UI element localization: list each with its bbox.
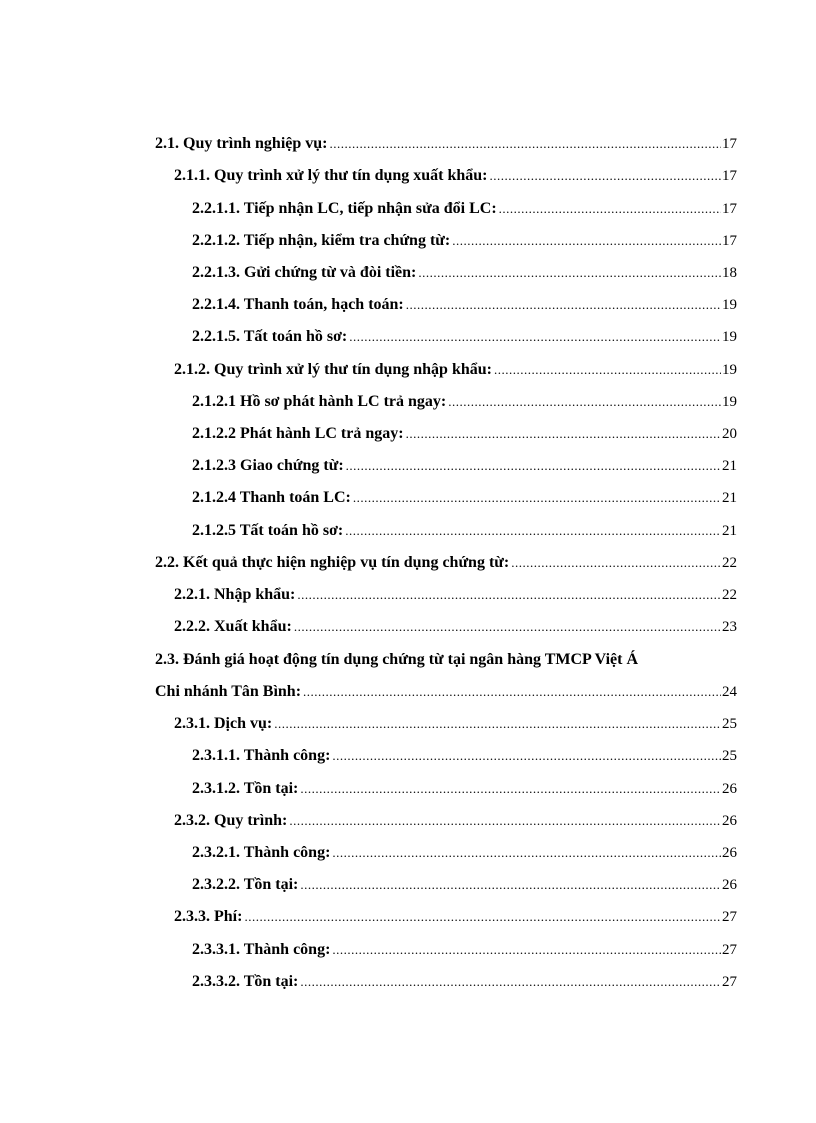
toc-leader-dots: [452, 231, 721, 251]
toc-leader-dots: [332, 746, 721, 766]
toc-entry-title: 2.1.2.2 Phát hành LC trả ngay:: [192, 425, 404, 442]
toc-leader-dots: [511, 553, 721, 573]
toc-entry-page: 17: [722, 201, 737, 217]
toc-entry[interactable]: [192, 875, 737, 895]
toc-entry[interactable]: [192, 488, 737, 508]
toc-entry[interactable]: [174, 166, 737, 186]
toc-entry-title: 2.2.1.4. Thanh toán, hạch toán:: [192, 296, 404, 313]
toc-entry-title: 2.3.2.2. Tồn tại:: [192, 876, 299, 893]
toc-leader-dots: [345, 521, 721, 541]
toc-leader-dots: [297, 585, 721, 605]
toc-entry-page: 23: [722, 619, 737, 635]
toc-entry-page: 25: [722, 748, 737, 764]
toc-entry[interactable]: [192, 231, 737, 251]
toc-entry-title: 2.2.1.1. Tiếp nhận LC, tiếp nhận sửa đổi LC:: [192, 200, 497, 217]
toc-entry[interactable]: [155, 134, 737, 154]
toc-leader-dots: [274, 714, 721, 734]
toc-entry-page: 24: [722, 684, 737, 700]
toc-entry[interactable]: [192, 327, 737, 347]
toc-entry-page: 19: [722, 329, 737, 345]
toc-entry-heading-wrapped[interactable]: [155, 650, 737, 670]
toc-entry-title: 2.3.3. Phí:: [174, 908, 243, 925]
toc-entry-title: 2.3.1. Dịch vụ:: [174, 715, 273, 732]
toc-entry-title: 2.1.2. Quy trình xử lý thư tín dụng nhập khẩu:: [174, 361, 492, 378]
toc-entry-page: 21: [722, 523, 737, 539]
toc-leader-dots: [448, 392, 721, 412]
toc-entry-page: 19: [722, 297, 737, 313]
toc-entry-page: 27: [722, 942, 737, 958]
toc-entry-page: 26: [722, 845, 737, 861]
toc-entry-title: 2.2. Kết quả thực hiện nghiệp vụ tín dụng chứng từ:: [155, 554, 510, 571]
toc-entry[interactable]: [155, 682, 737, 702]
toc-leader-dots: [300, 779, 721, 799]
toc-entry-title: 2.1.2.4 Thanh toán LC:: [192, 489, 351, 506]
toc-entry-page: 22: [722, 555, 737, 571]
toc-leader-dots: [353, 488, 721, 508]
toc-entry[interactable]: [192, 199, 737, 219]
toc-entry-page: 27: [722, 974, 737, 990]
toc-entry-title: 2.3. Đánh giá hoạt động tín dụng chứng từ tại ngân hàng TMCP Việt Á: [155, 651, 639, 668]
toc-entry-page: 19: [722, 362, 737, 378]
toc-entry-page: 22: [722, 587, 737, 603]
toc-entry[interactable]: [192, 263, 737, 283]
toc-entry[interactable]: [174, 907, 737, 927]
toc-entry[interactable]: [192, 392, 737, 412]
toc-entry-page: 17: [722, 136, 737, 152]
toc-entry[interactable]: [174, 617, 737, 637]
toc-leader-dots: [289, 811, 721, 831]
toc-entry-page: 17: [722, 233, 737, 249]
toc-leader-dots: [346, 456, 721, 476]
toc-leader-dots: [303, 682, 721, 702]
toc-entry-page: 26: [722, 781, 737, 797]
toc-entry-title: 2.3.2.1. Thành công:: [192, 844, 331, 861]
toc-entry-page: 18: [722, 265, 737, 281]
toc-entry[interactable]: [192, 456, 737, 476]
toc-entry-title: 2.2.1. Nhập khẩu:: [174, 586, 296, 603]
toc-entry-title: 2.2.1.2. Tiếp nhận, kiểm tra chứng từ:: [192, 232, 451, 249]
toc-entry-title: 2.3.1.1. Thành công:: [192, 747, 331, 764]
toc-entry-title: 2.1.2.3 Giao chứng từ:: [192, 457, 344, 474]
toc-leader-dots: [494, 360, 721, 380]
toc-entry[interactable]: [192, 779, 737, 799]
toc-entry[interactable]: [192, 972, 737, 992]
toc-entry-page: 21: [722, 458, 737, 474]
toc-entry-title: 2.3.1.2. Tồn tại:: [192, 780, 299, 797]
toc-entry-page: 26: [722, 877, 737, 893]
toc-entry-title: 2.2.1.3. Gửi chứng từ và đòi tiền:: [192, 264, 417, 281]
toc-entry-page: 27: [722, 909, 737, 925]
toc-entry-page: 17: [722, 168, 737, 184]
toc-leader-dots: [329, 134, 721, 154]
toc-entry-page: 21: [722, 490, 737, 506]
toc-entry-title: 2.1.1. Quy trình xử lý thư tín dụng xuất khẩu:: [174, 167, 488, 184]
toc-entry-title: 2.1. Quy trình nghiệp vụ:: [155, 135, 328, 152]
toc-entry-title: Chi nhánh Tân Bình:: [155, 683, 302, 700]
toc-entry-title: 2.1.2.5 Tất toán hồ sơ:: [192, 522, 344, 539]
toc-entry-title: 2.3.2. Quy trình:: [174, 812, 288, 829]
toc-entry[interactable]: [192, 940, 737, 960]
toc-leader-dots: [332, 843, 721, 863]
toc-entry-title: 2.2.2. Xuất khẩu:: [174, 618, 292, 635]
toc-leader-dots: [499, 199, 721, 219]
toc-entry-title: 2.1.2.1 Hồ sơ phát hành LC trả ngay:: [192, 393, 447, 410]
toc-leader-dots: [418, 263, 721, 283]
toc-entry[interactable]: [192, 843, 737, 863]
toc-entry[interactable]: [174, 360, 737, 380]
toc-entry-title: 2.3.3.1. Thành công:: [192, 941, 331, 958]
toc-entry[interactable]: [174, 811, 737, 831]
toc-leader-dots: [490, 166, 721, 186]
toc-entry-page: 19: [722, 394, 737, 410]
toc-leader-dots: [332, 940, 721, 960]
toc-entry[interactable]: [192, 295, 737, 315]
toc-entry-title: 2.3.3.2. Tồn tại:: [192, 973, 299, 990]
toc-leader-dots: [406, 295, 721, 315]
toc-entry[interactable]: [174, 585, 737, 605]
toc-entry-page: 26: [722, 813, 737, 829]
toc-leader-dots: [244, 907, 721, 927]
toc-entry[interactable]: [192, 746, 737, 766]
toc-entry-page: 20: [722, 426, 737, 442]
toc-entry[interactable]: [192, 521, 737, 541]
toc-leader-dots: [294, 617, 721, 637]
toc-entry-title: 2.2.1.5. Tất toán hồ sơ:: [192, 328, 348, 345]
toc-leader-dots: [300, 875, 721, 895]
toc-entry[interactable]: [174, 714, 737, 734]
toc-entry-page: 25: [722, 716, 737, 732]
toc-entry[interactable]: [192, 424, 737, 444]
toc-leader-dots: [300, 972, 721, 992]
toc-leader-dots: [406, 424, 721, 444]
toc-leader-dots: [349, 327, 721, 347]
toc-entry[interactable]: [155, 553, 737, 573]
